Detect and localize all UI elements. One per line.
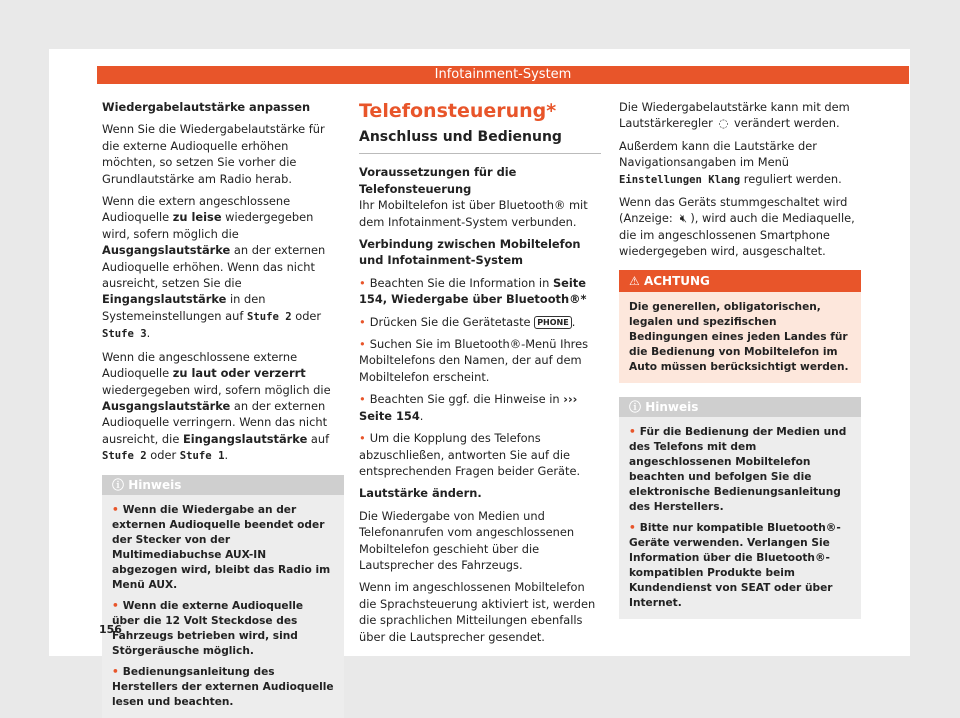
list-item: • Beachten Sie die Information in Seite 154, Wiedergabe über Bluetooth®* (359, 275, 587, 307)
paragraph: Die Wiedergabelautstärke kann mit dem Lautstärkeregler ◌ verändert werden. (619, 100, 850, 131)
info-icon: ⓘ (629, 399, 646, 414)
achtung-box (619, 270, 861, 383)
subheading: Voraussetzungen für die Telefonsteuerung (359, 165, 517, 196)
list-item: • Suchen Sie im Bluetooth®-Menü Ihres Mobiltelefons den Namen, der auf dem Mobiltelefon erscheint. (359, 337, 589, 384)
list-item: • Für die Bedienung der Medien und des Telefons mit dem angeschlossenen Mobiltelefon beachten und befolgen Sie die elektronische Bedienungsanleitung des Herstellers. (629, 425, 847, 513)
subheading: Verbindung zwischen Mobiltelefon und Infotainment-System (359, 237, 581, 268)
hinweis-box (619, 397, 861, 619)
paragraph: Wenn die extern angeschlossene Audioquelle zu leise wiedergegeben wird, sofern möglich die Ausgangslautstärke an der externen Audioquelle erhöhen. Wenn das nicht ausreicht, setzen Sie die Eingangslautstärke in den Systemeinstellungen auf Stufe 2 oder Stufe 3. (102, 194, 326, 341)
warning-icon: ⚠ (629, 273, 644, 288)
paragraph: Wenn das Geräts stummgeschaltet wird (Anzeige: 🔇︎ ), wird auch die Mediaquelle, die im angeschlossenen Smartphone wiedergegeben wird, ausgeschaltet. (619, 195, 855, 259)
list-item: • Um die Kopplung des Telefons abzuschließen, antworten Sie auf die entsprechenden Fragen beider Geräte. (359, 431, 581, 478)
hinweis-header: ⓘ Hinweis (619, 397, 861, 417)
list-item: • Bitte nur kompatible Bluetooth®-Geräte verwenden. Verlangen Sie Information über die Bluetooth®-kompatiblen Produkte beim Kundendienst von SEAT oder über Internet. (629, 521, 841, 609)
section-title: Telefonsteuerung* (359, 100, 557, 122)
volume-knob-icon: ◌ (718, 116, 729, 131)
list-item: • Wenn die externe Audioquelle über die 12 Volt Steckdose des Fahrzeugs betrieben wird, sind Störgeräusche möglich. (112, 599, 304, 657)
achtung-text: Die generellen, obligatorischen, legalen und spezifischen Bedingungen eines jeden Landes für die Bedienung von Mobiltelefon im Auto müssen berücksichtigt werden. (629, 300, 849, 373)
column-1 (102, 99, 344, 718)
paragraph: Außerdem kann die Lautstärke der Navigationsangaben im Menü Einstellungen Klang reguliert werden. (619, 138, 842, 186)
list-item: • Wenn die Wiedergabe an der externen Audioquelle beendet oder der Stecker von der Multimediabuchse AUX-IN abgezogen wird, bleibt das Radio im Menü AUX. (112, 503, 331, 591)
hinweis-header: ⓘ Hinweis (102, 475, 344, 495)
list-item: • Drücken Sie die Gerätetaste PHONE . (359, 314, 576, 329)
mute-icon: 🔇︎ (679, 211, 687, 226)
section-heading: Wiedergabelautstärke anpassen (102, 100, 311, 114)
column-2 (359, 99, 601, 651)
paragraph: Wenn die angeschlossene externe Audioquelle zu laut oder verzerrt wiedergegeben wird, sofern möglich die Ausgangslautstärke an der externen Audioquelle verringern. Wenn das nicht ausreicht, die Eingangslautstärke auf Stufe 2 oder Stufe 1. (102, 349, 331, 463)
phone-key-icon: PHONE (534, 316, 572, 329)
list-item: • Beachten Sie ggf. die Hinweise in ››› Seite 154. (359, 392, 578, 423)
column-3 (619, 99, 861, 619)
list-item: • Bedienungsanleitung des Herstellers der externen Audioquelle lesen und beachten. (112, 665, 334, 708)
paragraph: Wenn Sie die Wiedergabelautstärke für die externe Audioquelle erhöhen möchten, so setzen Sie vorher die Grundlautstärke am Radio herab. (102, 122, 325, 186)
page-header: Infotainment-System (97, 66, 909, 84)
section-subtitle: Anschluss und Bedienung (359, 129, 601, 154)
manual-page (49, 49, 910, 708)
info-icon: ⓘ (112, 477, 129, 492)
page-number: 156 (99, 623, 122, 636)
subheading: Lautstärke ändern. (359, 486, 482, 501)
paragraph: Ihr Mobiltelefon ist über Bluetooth® mit dem Infotainment-System verbunden. (359, 198, 588, 229)
achtung-header: ⚠ ACHTUNG (619, 270, 861, 292)
hinweis-box (102, 475, 344, 718)
paragraph: Wenn im angeschlossenen Mobiltelefon die Sprachsteuerung aktiviert ist, werden die sprachlichen Mitteilungen ebenfalls über die Lautsprecher gesendet. (359, 580, 596, 644)
paragraph: Die Wiedergabe von Medien und Telefonanrufen vom angeschlossenen Mobiltelefon geschieht über die Lautsprecher des Fahrzeugs. (359, 508, 575, 572)
